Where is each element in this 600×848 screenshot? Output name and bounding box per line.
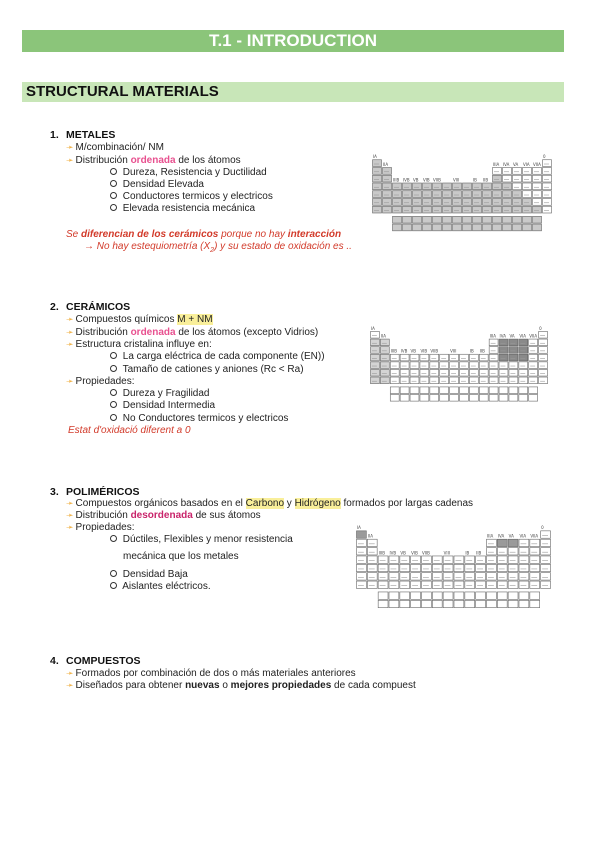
group-label: IIB (476, 550, 482, 556)
group-label: IVA (499, 333, 506, 339)
metales-sub-2: Densidad Elevada (110, 179, 204, 190)
group-label: VIA (519, 333, 526, 339)
group-label: IVA (497, 533, 505, 539)
periodic-table-image (370, 318, 548, 416)
ceramicos-sub-b1: Dureza y Fragilidad (110, 388, 210, 399)
group-label: VIA (523, 161, 530, 167)
polimeros-sub-3: Aislantes eléctricos. (110, 581, 211, 592)
ceramicos-note: Estat d'oxidació diferent a 0 (68, 425, 191, 436)
group-label: IIA (380, 333, 386, 339)
group-label: VIIB (430, 348, 439, 354)
ceramicos-sub-a2: Tamaño de cationes y aniones (Rc < Ra) (110, 364, 304, 375)
group-label: IIIB (390, 348, 398, 354)
periodic-table-image (372, 146, 552, 246)
arrow-icon: ➛ (66, 376, 74, 386)
ceramicos-line-2: ➛ Distribución ordenada de los átomos (excepto Vidrios) (66, 327, 319, 338)
group-label: IIIA (489, 333, 496, 339)
polimeros-sub-1: Dúctiles, Flexibles y menor resistencia (110, 534, 293, 545)
group-label: 0 (539, 325, 542, 331)
group-label: 0 (543, 154, 546, 160)
group-label: VA (509, 333, 515, 339)
group-label: VA (513, 161, 519, 167)
ceramicos-sub-b3: No Conductores termicos y electricos (110, 413, 288, 424)
group-label: IVB (403, 177, 410, 183)
ceramicos-line-1: ➛ Compuestos químicos M + NM (66, 314, 213, 325)
arrow-icon: ➛ (66, 522, 74, 532)
group-label: VIII (450, 348, 457, 354)
polimeros-sub-1b: mecánica que los metales (123, 551, 239, 562)
group-label: VIB (411, 550, 418, 556)
ceramicos-sub-b2: Densidad Intermedia (110, 400, 215, 411)
group-label: VIII (453, 177, 460, 183)
group-label: IVA (503, 161, 510, 167)
metales-note-1: Se diferencian de los cerámicos porque no hay interacción (66, 229, 342, 240)
heading-ceramicos: 2. CERÁMICOS (50, 301, 131, 313)
group-label: IIB (479, 348, 485, 354)
metales-sub-4: Elevada resistencia mecánica (110, 203, 255, 214)
group-label: VIIB (422, 550, 430, 556)
ceramicos-line-4: ➛ Propiedades: (66, 376, 135, 387)
arrow-icon: ➛ (66, 339, 74, 349)
group-label: IIIA (487, 533, 494, 539)
arrow-icon: ➛ (66, 314, 74, 324)
group-label: VIIA (533, 161, 541, 167)
group-label: IIIB (378, 550, 385, 556)
group-label: VB (410, 348, 417, 354)
group-label: VA (508, 533, 514, 539)
arrow-icon: ➛ (66, 142, 74, 152)
arrow-icon: ➛ (66, 668, 74, 678)
group-label: IB (469, 348, 474, 354)
polimeros-line-3: ➛ Propiedades: (66, 522, 135, 533)
group-label: IA (357, 525, 361, 531)
metales-line-1: ➛ M/combinación/ NM (66, 142, 164, 153)
compuestos-line-2: ➛ Diseñados para obtener nuevas o mejores propiedades de cada compuest (66, 680, 416, 691)
group-label: IIB (483, 177, 489, 183)
polimeros-line-1: ➛ Compuestos orgánicos basados en el Carbono y Hidrógeno formados por largas cadenas (66, 498, 474, 509)
group-label: VIIA (529, 333, 538, 339)
group-label: IIIA (493, 161, 500, 167)
group-label: VIII (443, 550, 450, 556)
arrow-icon: ➛ (66, 510, 74, 520)
group-label: VIIA (530, 533, 539, 539)
periodic-table-image (356, 516, 551, 624)
arrow-icon: ➛ (66, 155, 74, 165)
ceramicos-line-3: ➛ Estructura cristalina influye en: (66, 339, 212, 350)
group-label: IVB (400, 348, 408, 354)
group-label: VIB (420, 348, 428, 354)
group-label: IIA (367, 533, 373, 539)
compuestos-line-1: ➛ Formados por combinación de dos o más materiales anteriores (66, 668, 356, 679)
polimeros-sub-2: Densidad Baja (110, 569, 188, 580)
group-label: VB (413, 177, 419, 183)
group-label: IB (465, 550, 470, 556)
heading-metales: 1. METALES (50, 129, 116, 141)
group-label: VB (400, 550, 406, 556)
section-title: STRUCTURAL MATERIALS (22, 82, 564, 102)
group-label: IA (373, 154, 377, 160)
polimeros-line-2: ➛ Distribución desordenada de sus átomos (66, 510, 261, 521)
group-label: IA (371, 325, 375, 331)
metales-sub-3: Conductores termicos y electricos (110, 191, 273, 202)
group-label: VIB (423, 177, 430, 183)
group-label: IB (473, 177, 477, 183)
group-label: IIIB (393, 177, 400, 183)
group-label: 0 (541, 525, 544, 531)
group-label: IVB (389, 550, 397, 556)
metales-sub-1: Dureza, Resistencia y Ductilidad (110, 167, 267, 178)
group-label: VIIB (433, 177, 441, 183)
ceramicos-sub-a1: La carga eléctrica de cada componente (EN)) (110, 351, 325, 362)
arrow-icon: ➛ (66, 327, 74, 337)
metales-note-2: → No hay estequiometría $(X_2)$ y su estado de oxidación es .. (84, 241, 352, 254)
group-label: VIA (519, 533, 527, 539)
arrow-icon: ➛ (66, 680, 74, 690)
page-title: T.1 - INTRODUCTION (22, 30, 564, 52)
group-label: IIA (383, 161, 389, 167)
arrow-icon: ➛ (66, 498, 74, 508)
heading-polimeros: 3. POLIMÉRICOS (50, 486, 140, 498)
metales-line-2: ➛ Distribución ordenada de los átomos (66, 155, 241, 166)
heading-compuestos: 4. COMPUESTOS (50, 655, 141, 667)
